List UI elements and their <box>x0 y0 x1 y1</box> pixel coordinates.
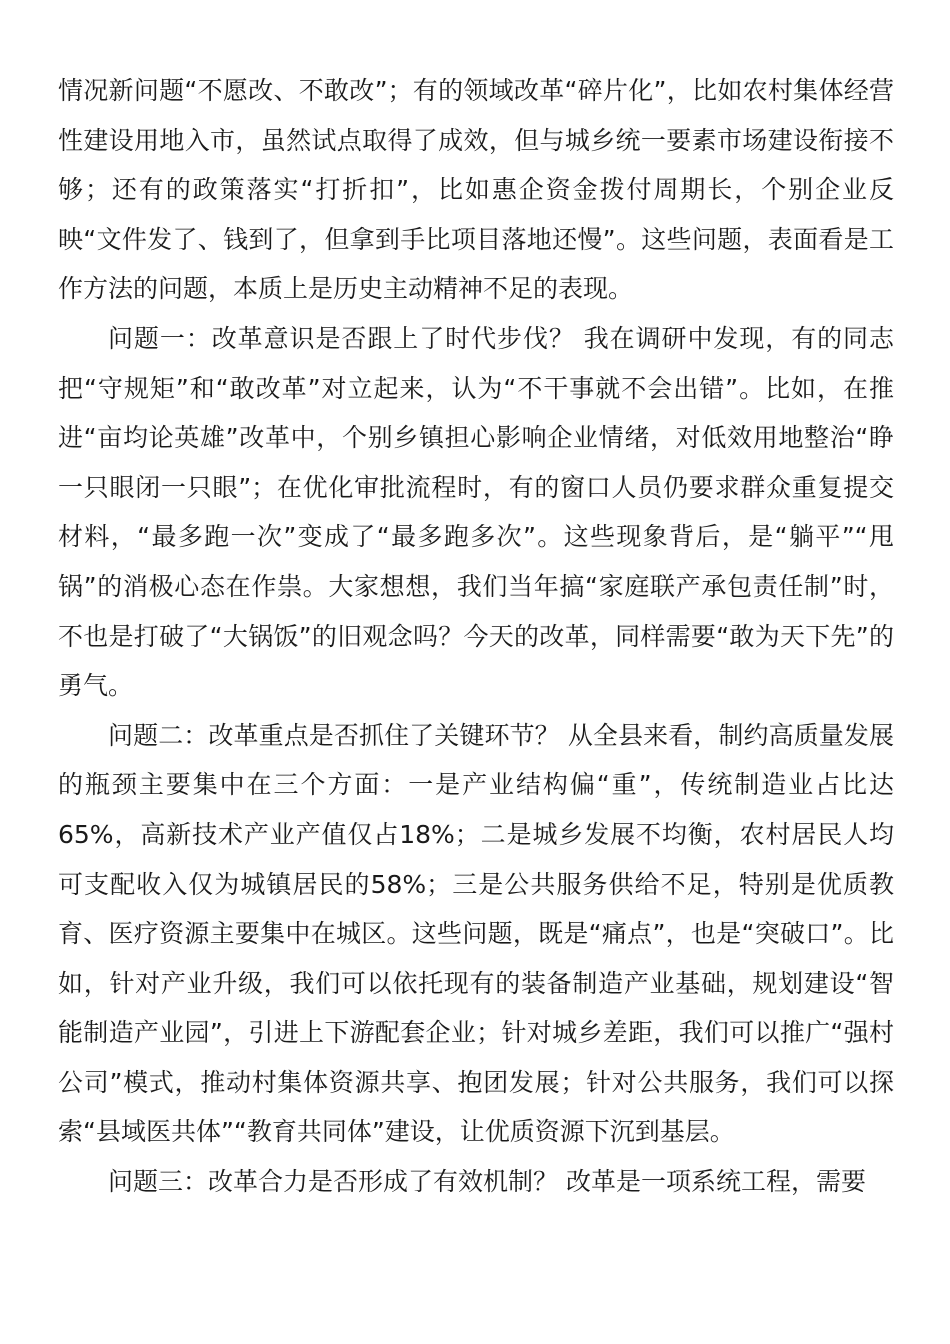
paragraph-question-three: 问题三：改革合力是否形成了有效机制？ 改革是一项系统工程，需要 <box>108 1167 866 1197</box>
paragraph-continuation: 情况新问题“不愿改、不敢改”；有的领域改革“碎片化”，比如农村集体经营性建设用地入市，虽然试点取得了成效，但与城乡统一要素市场建设衔接不够；还有的政策落实“打折扣”，比如惠企资金拨付周期长，个别企业反映“文件发了、钱到了，但拿到手比项目落地还慢”。这些问题，表面看是工作方法的问题，本质上是历史主动精神不足的表现。 <box>58 76 894 304</box>
document-body <box>58 66 894 1207</box>
paragraph-question-one: 问题一：改革意识是否跟上了时代步伐？ 我在调研中发现，有的同志把“守规矩”和“敢改革”对立起来，认为“不干事就不会出错”。比如，在推进“亩均论英雄”改革中，个别乡镇担心影响企业情绪，对低效用地整治“睁一只眼闭一只眼”；在优化审批流程时，有的窗口人员仍要求群众重复提交材料，“最多跑一次”变成了“最多跑多次”。这些现象背后，是“躺平”“甩锅”的消极心态在作祟。大家想想，我们当年搞“家庭联产承包责任制”时，不也是打破了“大锅饭”的旧观念吗？今天的改革，同样需要“敢为天下先”的勇气。 <box>58 323 894 701</box>
paragraph-question-two: 问题二：改革重点是否抓住了关键环节？ 从全县来看，制约高质量发展的瓶颈主要集中在三个方面：一是产业结构偏“重”，传统制造业占比达65%，高新技术产业产值仅占18%；二是城乡发展不均衡，农村居民人均可支配收入仅为城镇居民的58%；三是公共服务供给不足，特别是优质教育、医疗资源主要集中在城区。这些问题，既是“痛点”，也是“突破口”。比如，针对产业升级，我们可以依托现有的装备制造产业基础，规划建设“智能制造产业园”，引进上下游配套企业；针对城乡差距，我们可以推广“强村公司”模式，推动村集体资源共享、抱团发展；针对公共服务，我们可以探索“县域医共体”“教育共同体”建设，让优质资源下沉到基层。 <box>58 720 894 1147</box>
